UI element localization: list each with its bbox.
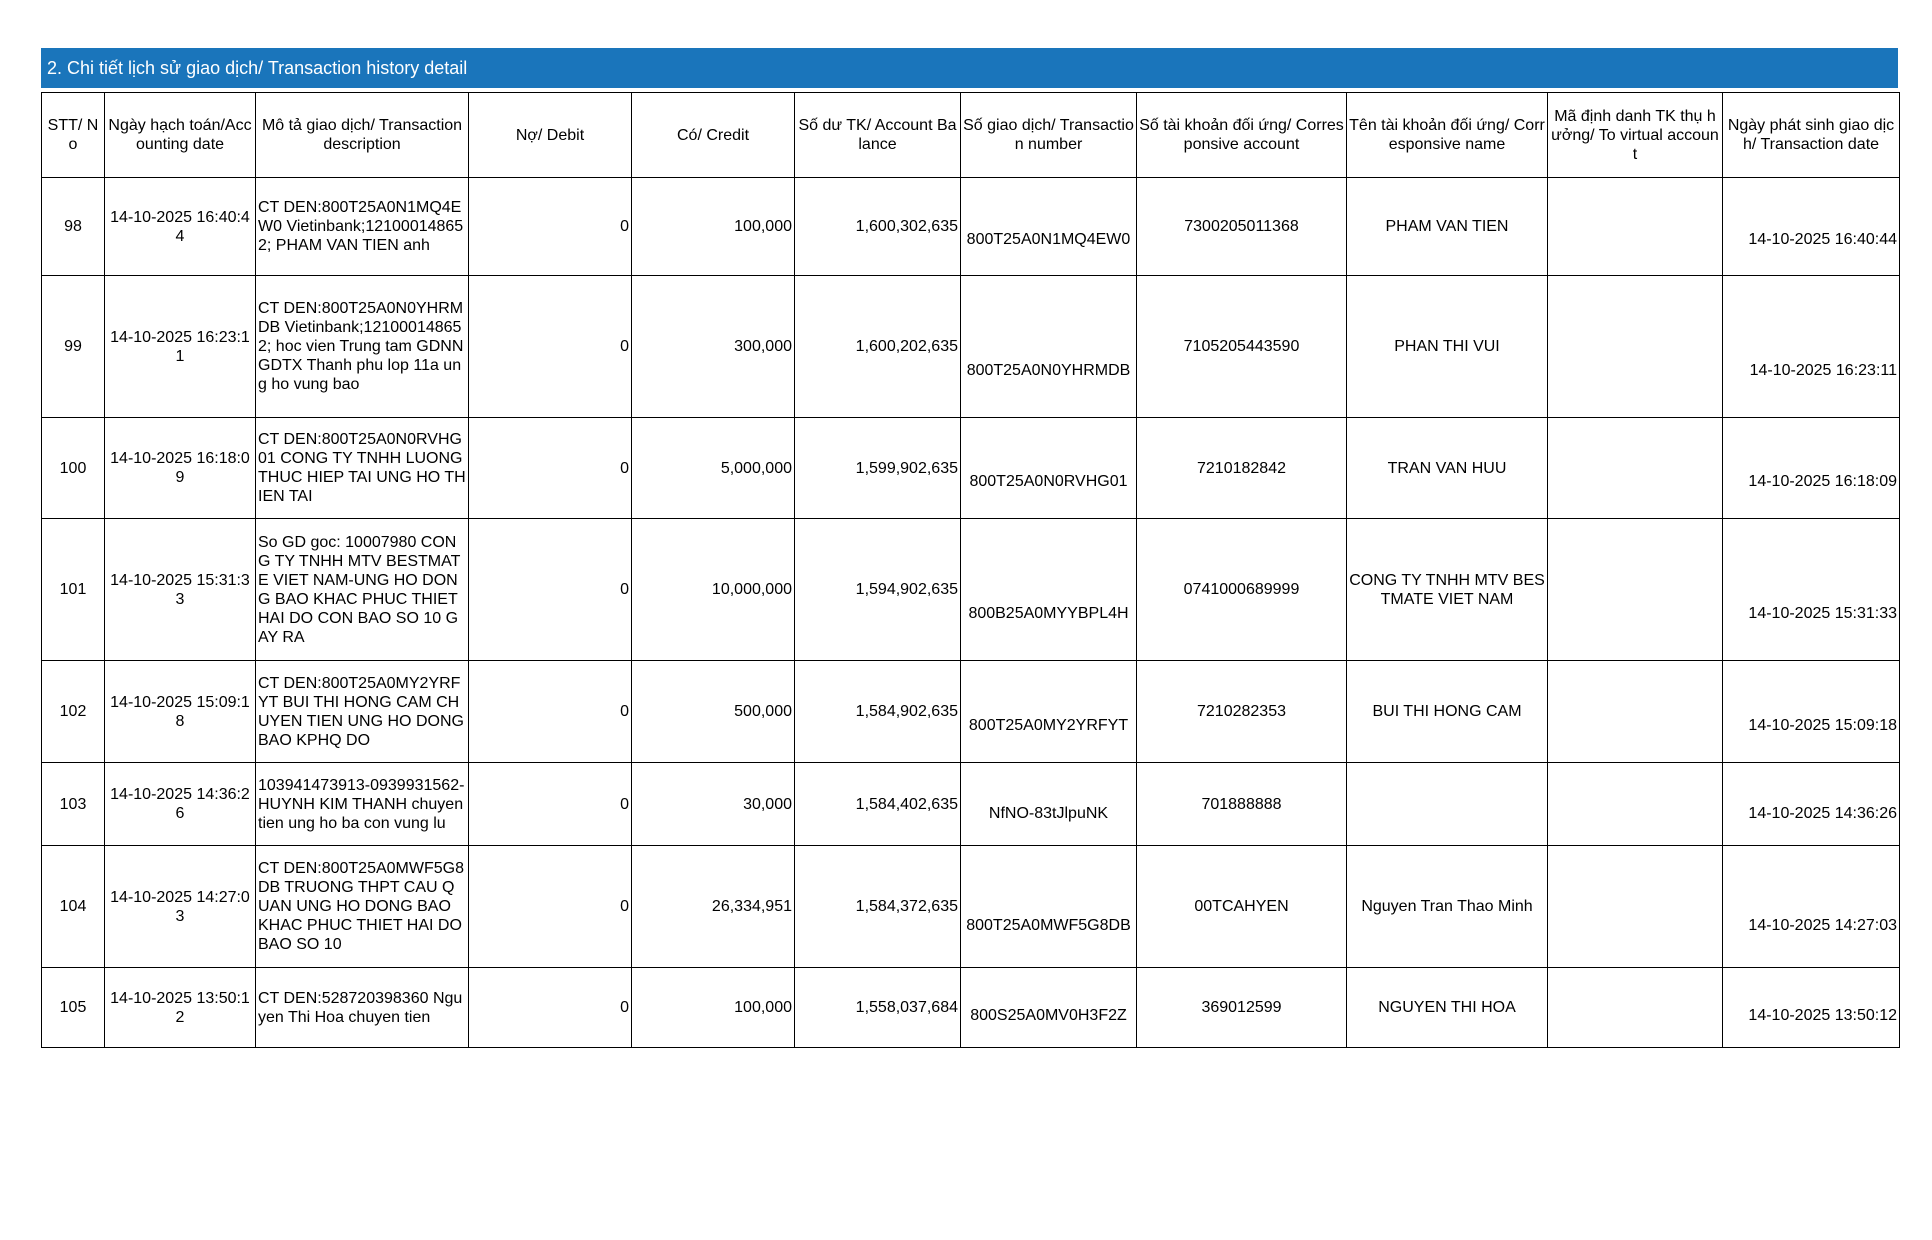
cell-credit: 500,000 [632,661,795,763]
cell-description: CT DEN:800T25A0MY2YRFYT BUI THI HONG CAM CHUYEN TIEN UNG HO DONG BAO KPHQ DO [256,661,469,763]
cell-accounting-date: 14-10-2025 13:50:12 [105,968,256,1048]
cell-debit: 0 [469,178,632,276]
cell-no: 100 [42,418,105,519]
cell-accounting-date: 14-10-2025 15:09:18 [105,661,256,763]
section-title: 2. Chi tiết lịch sử giao dịch/ Transaction history detail [41,48,1898,88]
cell-no: 98 [42,178,105,276]
col-header-description: Mô tả giao dịch/ Transaction description [256,93,469,178]
cell-corresponsive-account: 00TCAHYEN [1137,846,1347,968]
table-row [42,661,1900,763]
cell-balance: 1,594,902,635 [795,519,961,661]
cell-accounting-date: 14-10-2025 16:18:09 [105,418,256,519]
table-row [42,178,1900,276]
cell-virtual-account [1548,418,1723,519]
cell-balance: 1,600,302,635 [795,178,961,276]
col-header-corresponsive-name: Tên tài khoản đối ứng/ Corresponsive name [1347,93,1548,178]
col-header-debit: Nợ/ Debit [469,93,632,178]
cell-description: CT DEN:800T25A0N1MQ4EW0 Vietinbank;121000148652; PHAM VAN TIEN anh [256,178,469,276]
cell-corresponsive-name: TRAN VAN HUU [1347,418,1548,519]
table-row [42,968,1900,1048]
col-header-transaction-date: Ngày phát sinh giao dịch/ Transaction date [1723,93,1900,178]
col-header-corresponsive-account: Số tài khoản đối ứng/ Corresponsive account [1137,93,1347,178]
cell-description: CT DEN:800T25A0N0RVHG01 CONG TY TNHH LUONG THUC HIEP TAI UNG HO THIEN TAI [256,418,469,519]
cell-transaction-date: 14-10-2025 15:09:18 [1723,661,1900,763]
cell-transaction-date: 14-10-2025 14:36:26 [1723,763,1900,846]
cell-description: So GD goc: 10007980 CONG TY TNHH MTV BESTMATE VIET NAM-UNG HO DONG BAO KHAC PHUC THIET HAI DO CON BAO SO 10 GAY RA [256,519,469,661]
cell-balance: 1,599,902,635 [795,418,961,519]
cell-corresponsive-name: Nguyen Tran Thao Minh [1347,846,1548,968]
cell-no: 105 [42,968,105,1048]
cell-corresponsive-account: 701888888 [1137,763,1347,846]
cell-virtual-account [1548,846,1723,968]
cell-virtual-account [1548,968,1723,1048]
cell-balance: 1,600,202,635 [795,276,961,418]
cell-accounting-date: 14-10-2025 16:23:11 [105,276,256,418]
cell-description: CT DEN:800T25A0MWF5G8DB TRUONG THPT CAU QUAN UNG HO DONG BAO KHAC PHUC THIET HAI DO BAO SO 10 [256,846,469,968]
cell-corresponsive-account: 7210182842 [1137,418,1347,519]
table-row [42,763,1900,846]
cell-credit: 10,000,000 [632,519,795,661]
cell-transaction-number: 800T25A0MWF5G8DB [961,846,1137,968]
cell-transaction-date: 14-10-2025 16:18:09 [1723,418,1900,519]
cell-balance: 1,584,402,635 [795,763,961,846]
cell-transaction-date: 14-10-2025 16:40:44 [1723,178,1900,276]
cell-corresponsive-account: 7105205443590 [1137,276,1347,418]
cell-transaction-number: 800S25A0MV0H3F2Z [961,968,1137,1048]
cell-credit: 100,000 [632,178,795,276]
cell-transaction-number: 800T25A0N1MQ4EW0 [961,178,1137,276]
cell-corresponsive-account: 369012599 [1137,968,1347,1048]
cell-transaction-number: 800B25A0MYYBPL4H [961,519,1137,661]
cell-accounting-date: 14-10-2025 14:27:03 [105,846,256,968]
cell-virtual-account [1548,276,1723,418]
cell-description: CT DEN:528720398360 Nguyen Thi Hoa chuyen tien [256,968,469,1048]
cell-credit: 26,334,951 [632,846,795,968]
cell-virtual-account [1548,763,1723,846]
col-header-virtual-account: Mã định danh TK thụ hưởng/ To virtual account [1548,93,1723,178]
cell-no: 103 [42,763,105,846]
cell-debit: 0 [469,418,632,519]
cell-credit: 100,000 [632,968,795,1048]
transaction-table [41,92,1900,1048]
cell-corresponsive-name [1347,763,1548,846]
cell-debit: 0 [469,519,632,661]
cell-credit: 30,000 [632,763,795,846]
table-row [42,519,1900,661]
cell-credit: 300,000 [632,276,795,418]
table-row [42,418,1900,519]
cell-debit: 0 [469,763,632,846]
cell-transaction-number: 800T25A0MY2YRFYT [961,661,1137,763]
table-row [42,276,1900,418]
cell-corresponsive-name: CONG TY TNHH MTV BESTMATE VIET NAM [1347,519,1548,661]
cell-corresponsive-account: 0741000689999 [1137,519,1347,661]
table-header-row [42,93,1900,178]
cell-corresponsive-account: 7300205011368 [1137,178,1347,276]
cell-corresponsive-name: PHAM VAN TIEN [1347,178,1548,276]
cell-transaction-date: 14-10-2025 14:27:03 [1723,846,1900,968]
cell-balance: 1,584,372,635 [795,846,961,968]
col-header-transaction-number: Số giao dịch/ Transaction number [961,93,1137,178]
cell-debit: 0 [469,661,632,763]
cell-transaction-number: NfNO-83tJlpuNK [961,763,1137,846]
cell-debit: 0 [469,846,632,968]
cell-corresponsive-name: BUI THI HONG CAM [1347,661,1548,763]
col-header-balance: Số dư TK/ Account Balance [795,93,961,178]
cell-transaction-date: 14-10-2025 15:31:33 [1723,519,1900,661]
cell-no: 99 [42,276,105,418]
cell-description: CT DEN:800T25A0N0YHRMDB Vietinbank;121000148652; hoc vien Trung tam GDNNGDTX Thanh phu lop 11a ung ho vung bao [256,276,469,418]
cell-corresponsive-account: 7210282353 [1137,661,1347,763]
cell-corresponsive-name: NGUYEN THI HOA [1347,968,1548,1048]
cell-debit: 0 [469,276,632,418]
cell-transaction-date: 14-10-2025 16:23:11 [1723,276,1900,418]
cell-credit: 5,000,000 [632,418,795,519]
cell-transaction-number: 800T25A0N0RVHG01 [961,418,1137,519]
cell-accounting-date: 14-10-2025 15:31:33 [105,519,256,661]
cell-accounting-date: 14-10-2025 16:40:44 [105,178,256,276]
cell-transaction-number: 800T25A0N0YHRMDB [961,276,1137,418]
table-row [42,846,1900,968]
cell-balance: 1,558,037,684 [795,968,961,1048]
cell-balance: 1,584,902,635 [795,661,961,763]
cell-accounting-date: 14-10-2025 14:36:26 [105,763,256,846]
cell-no: 104 [42,846,105,968]
cell-virtual-account [1548,519,1723,661]
col-header-credit: Có/ Credit [632,93,795,178]
col-header-no: STT/ No [42,93,105,178]
col-header-accounting-date: Ngày hạch toán/Accounting date [105,93,256,178]
cell-virtual-account [1548,661,1723,763]
cell-virtual-account [1548,178,1723,276]
cell-corresponsive-name: PHAN THI VUI [1347,276,1548,418]
cell-description: 103941473913-0939931562-HUYNH KIM THANH chuyen tien ung ho ba con vung lu [256,763,469,846]
cell-debit: 0 [469,968,632,1048]
cell-no: 102 [42,661,105,763]
cell-no: 101 [42,519,105,661]
cell-transaction-date: 14-10-2025 13:50:12 [1723,968,1900,1048]
